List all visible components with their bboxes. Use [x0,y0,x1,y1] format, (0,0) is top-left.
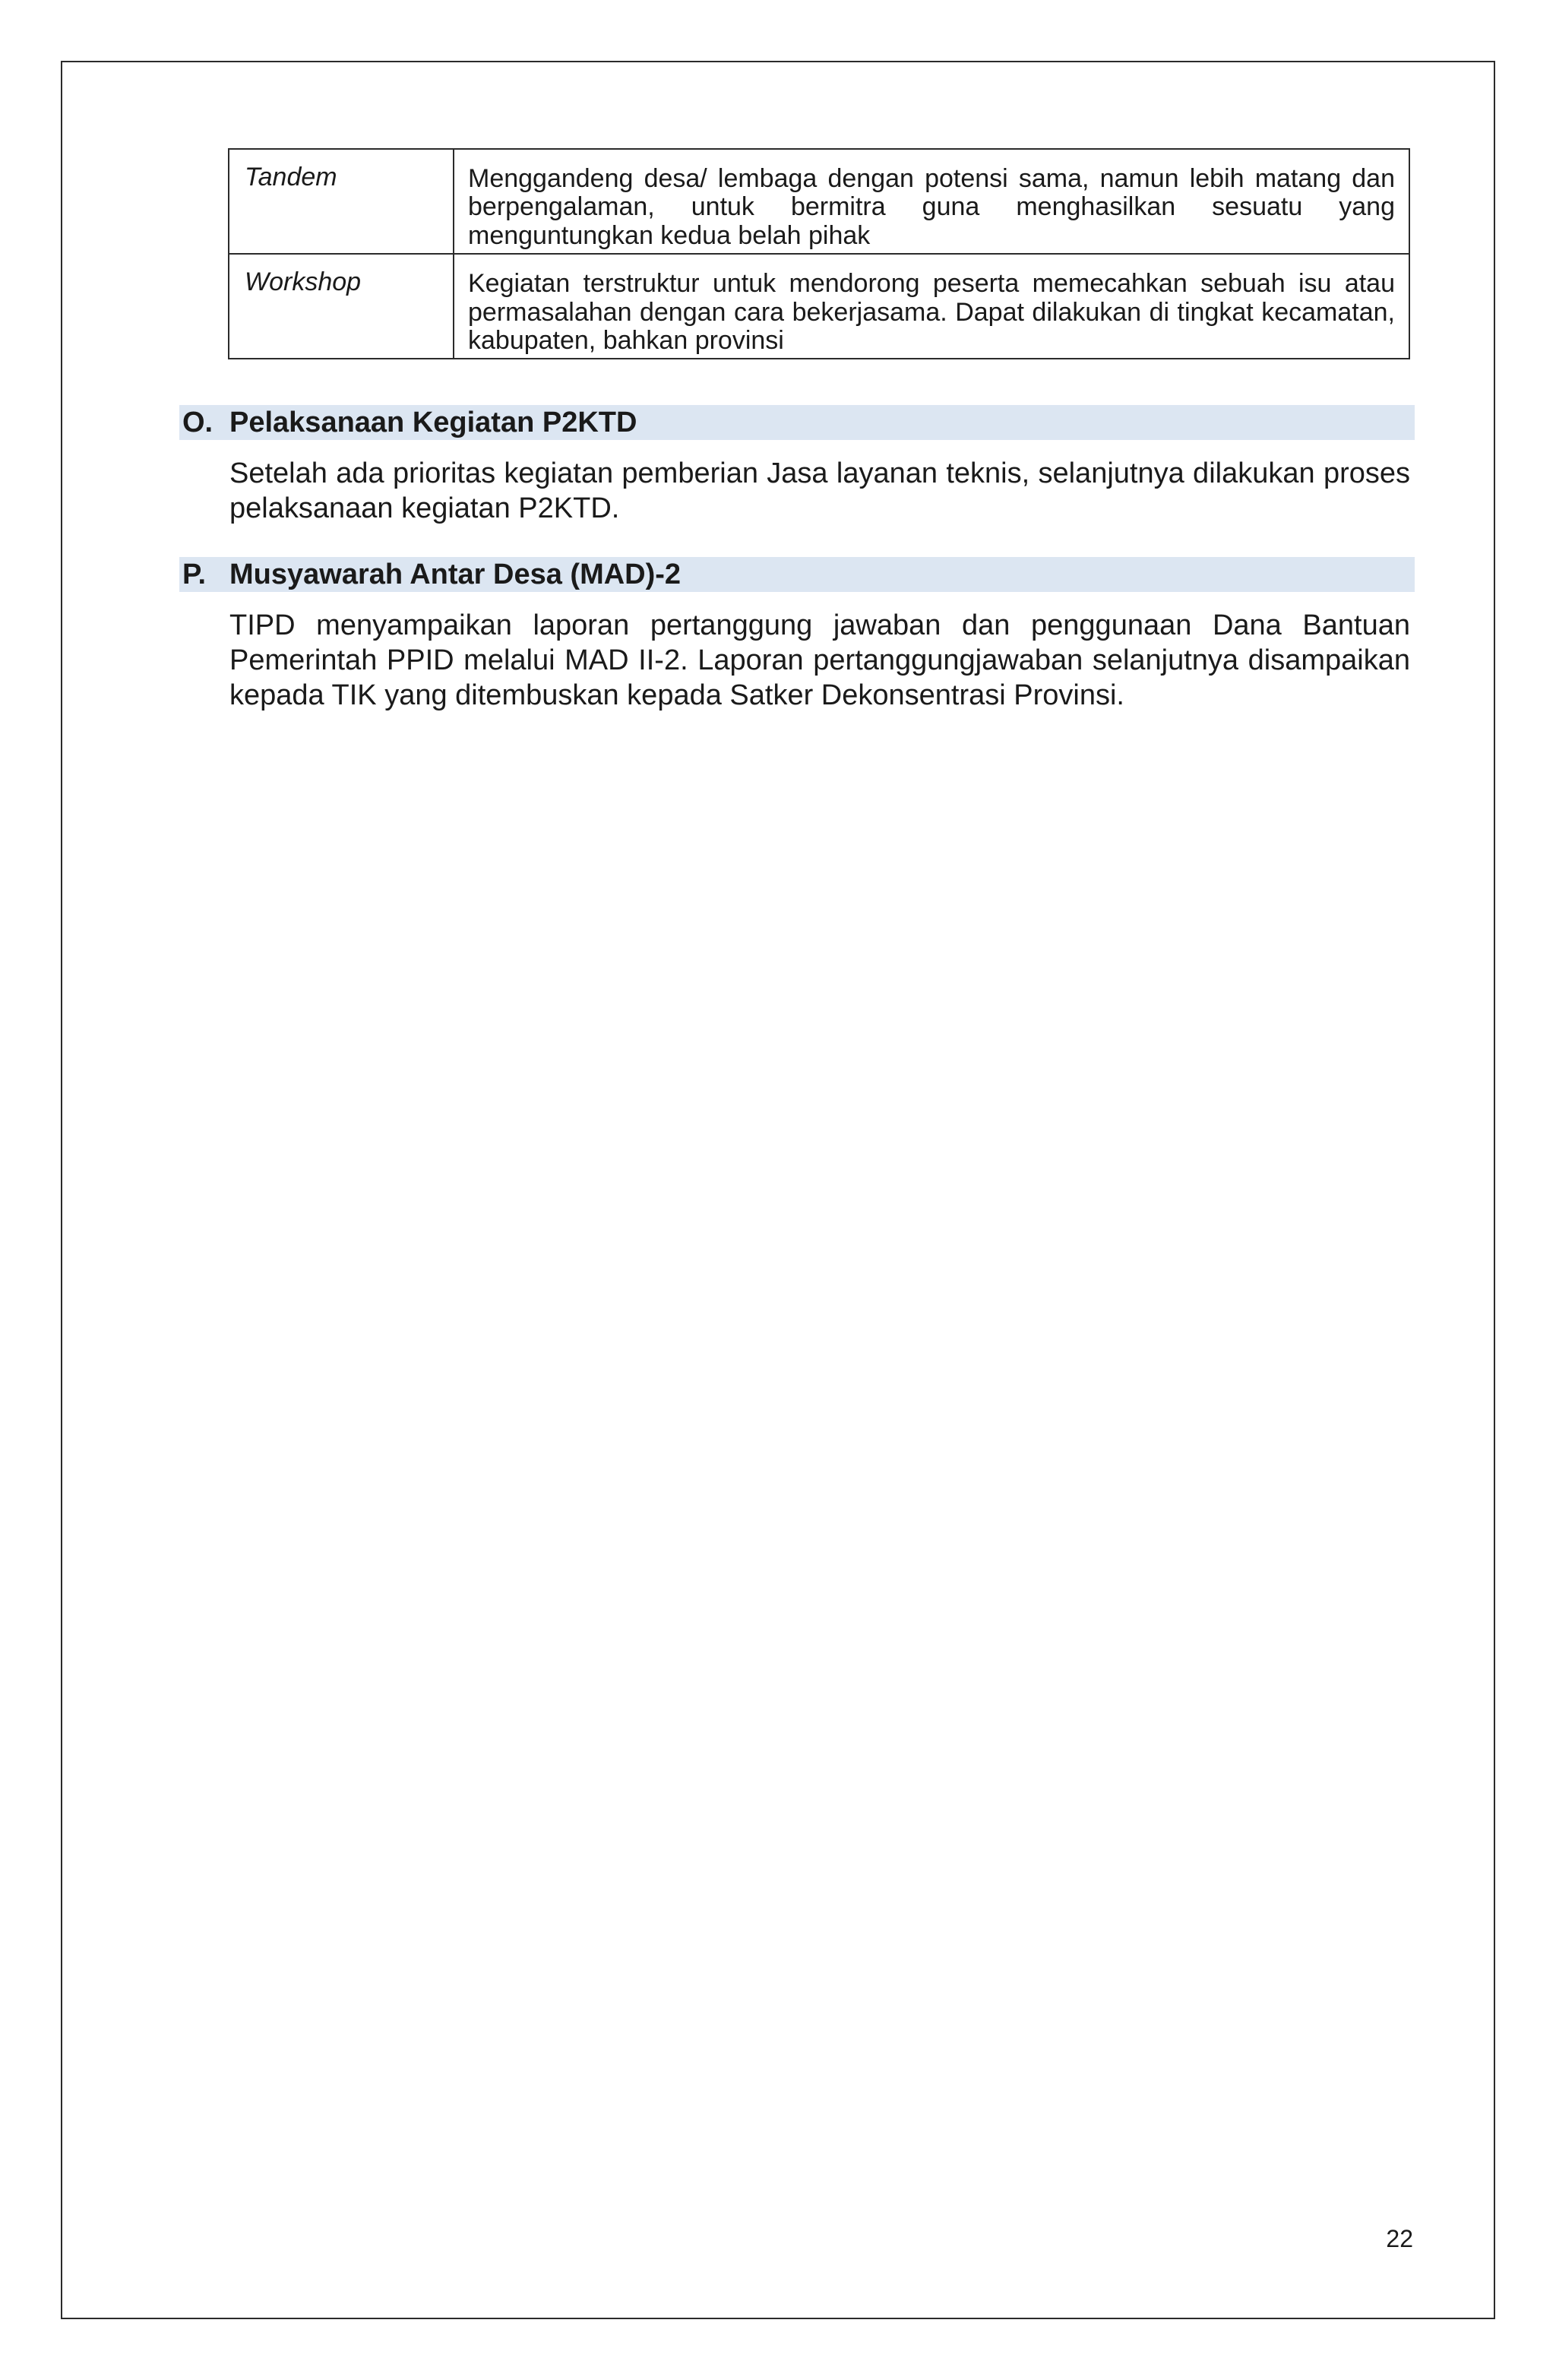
description-cell: Kegiatan terstruktur untuk mendorong peserta memecahkan sebuah isu atau permasalahan dengan cara bekerjasama. Dapat dilakukan di tingkat kecamatan, kabupaten, bahkan provinsi [454,254,1409,359]
term-cell: Workshop [229,254,454,359]
description-cell: Menggandeng desa/ lembaga dengan potensi sama, namun lebih matang dan berpengalaman, untuk bermitra guna menghasilkan sesuatu yang menguntungkan kedua belah pihak [454,149,1409,254]
table-row [229,254,1409,359]
section-heading-o [179,405,1415,440]
page-frame [61,61,1495,2319]
section-title: Pelaksanaan Kegiatan P2KTD [229,407,637,438]
section-letter: P. [182,559,207,590]
term-cell: Tandem [229,149,454,254]
section-paragraph: TIPD menyampaikan laporan pertanggung jawaban dan penggunaan Dana Bantuan Pemerintah PPID melalui MAD II-2. Laporan pertanggungjawaban selanjutnya disampaikan kepada TIK yang ditembuskan kepada Satker Dekonsentrasi Provinsi. [229,609,1410,711]
section-paragraph: Setelah ada prioritas kegiatan pemberian Jasa layanan teknis, selanjutnya dilakukan proses pelaksanaan kegiatan P2KTD. [229,457,1410,524]
section-heading-p [179,557,1415,592]
section-letter: O. [182,407,213,438]
definition-table [228,148,1410,359]
section-title: Musyawarah Antar Desa (MAD)-2 [229,559,682,590]
page-number: 22 [1386,2225,1413,2252]
table-row [229,149,1409,254]
